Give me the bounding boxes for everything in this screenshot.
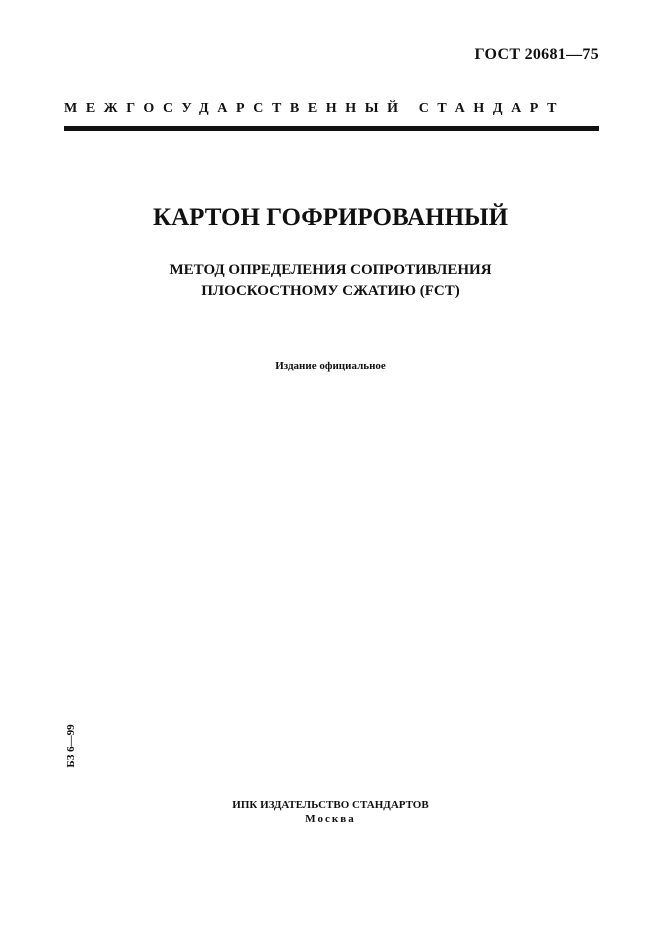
subtitle-line-2: ПЛОСКОСТНОМУ СЖАТИЮ (FCT): [201, 283, 460, 299]
document-title: КАРТОН ГОФРИРОВАННЫЙ: [152, 204, 509, 231]
publisher-city: Москва: [305, 813, 356, 825]
document-number: ГОСТ 20681—75: [474, 46, 599, 63]
edition-note: Издание официальное: [275, 360, 386, 372]
subtitle-line-1: МЕТОД ОПРЕДЕЛЕНИЯ СОПРОТИВЛЕНИЯ: [169, 262, 492, 278]
document-subtitle: [0, 260, 661, 302]
header-divider: [64, 126, 599, 131]
standard-type-heading: МЕЖГОСУДАРСТВЕННЫЙ СТАНДАРТ: [64, 101, 566, 116]
side-code: [64, 722, 78, 770]
publisher-name: ИПК ИЗДАТЕЛЬСТВО СТАНДАРТОВ: [232, 799, 429, 811]
side-code-text: БЗ 6—99: [65, 724, 77, 768]
